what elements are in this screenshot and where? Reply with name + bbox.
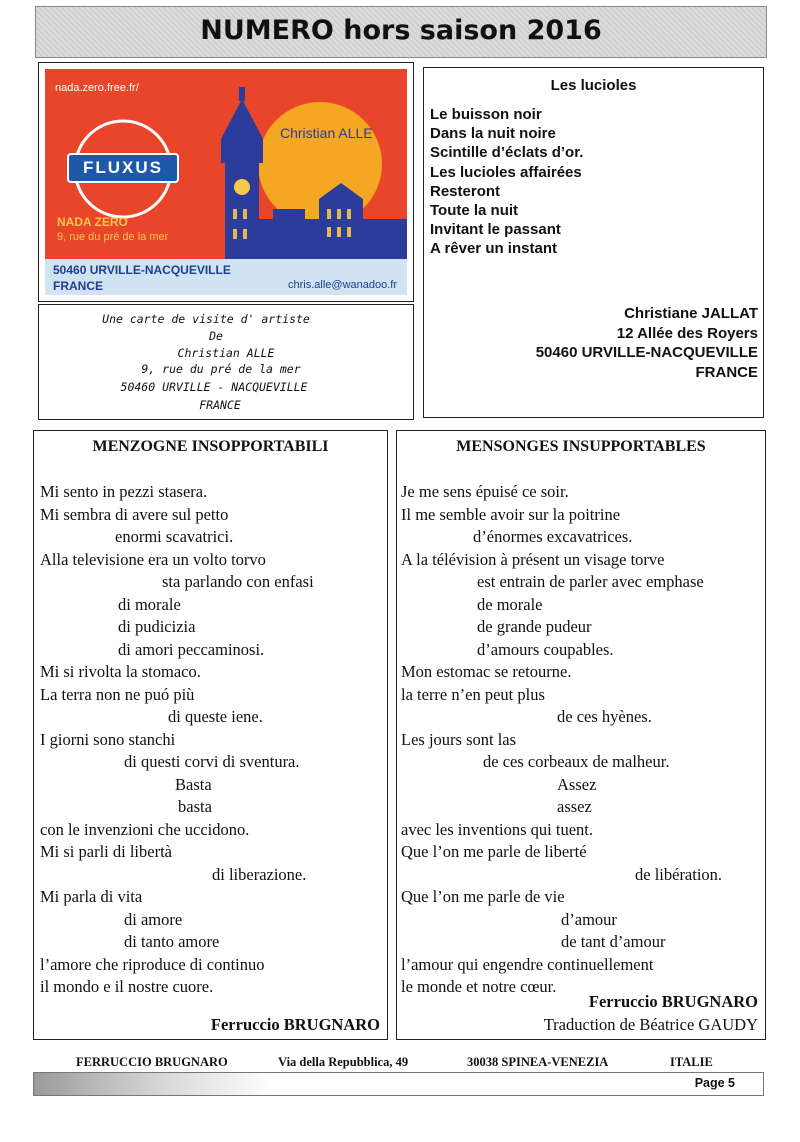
poem-line: Toute la nuit <box>430 202 519 220</box>
card-url: nada.zero.free.fr/ <box>55 82 139 94</box>
header-bar <box>35 6 767 58</box>
verse-line: sta parlando con enfasi <box>162 572 314 591</box>
card-email: chris.alle@wanadoo.fr <box>288 279 397 291</box>
signature-line: Christiane JALLAT <box>624 305 758 322</box>
footer-city: 30038 SPINEA-VENEZIA <box>467 1055 609 1069</box>
footer-country: ITALIE <box>670 1055 713 1069</box>
verse-line: Assez <box>557 774 597 794</box>
verse-line: di amore <box>124 909 183 929</box>
page-number: Page 5 <box>694 1076 735 1090</box>
card-org: NADA ZERO <box>57 215 128 229</box>
italian-poem-box <box>33 430 388 1040</box>
business-card-frame <box>38 62 414 302</box>
poem-signature <box>536 304 758 382</box>
signature-line: 12 Allée des Royers <box>616 324 758 342</box>
card-city: 50460 URVILLE-NACQUEVILLE <box>53 263 231 277</box>
italian-poem-author: Ferruccio BRUGNARO <box>210 1015 380 1034</box>
verse-line: Alla televisione era un volto torvo <box>40 549 266 569</box>
verse-line: Mi sembra di avere sul petto <box>40 504 229 524</box>
note-line: Une carte de visite d' artiste <box>102 312 310 326</box>
note-line: Christian ALLE <box>177 346 275 360</box>
verse-line: assez <box>557 797 592 816</box>
italian-poem-title: MENZOGNE INSOPPORTABILI <box>92 438 329 455</box>
verse-line: est entrain de parler avec emphase <box>477 572 704 591</box>
translation-credit: Traduction de Béatrice GAUDY <box>543 1015 758 1034</box>
card-artist-name: Christian ALLE <box>280 125 373 141</box>
verse-line: le monde et notre cœur. <box>401 977 557 996</box>
verse-line: di questi corvi di sventura. <box>124 752 300 771</box>
french-poem-box <box>423 67 764 418</box>
card-country: FRANCE <box>53 279 103 293</box>
note-line: 9, rue du pré de la mer <box>141 362 301 376</box>
poem-line: Les lucioles affairées <box>430 163 582 181</box>
verse-line: Les jours sont las <box>401 729 517 749</box>
verse-line: de ces corbeaux de malheur. <box>483 752 670 771</box>
verse-line: di pudicizia <box>118 617 196 636</box>
verse-line: Mi parla di vita <box>40 887 143 906</box>
verse-line: con le invenzioni che uccidono. <box>40 819 250 839</box>
note-line: De <box>209 329 223 343</box>
verse-line: de tant d’amour <box>561 932 666 951</box>
verse-line: Que l’on me parle de vie <box>401 887 565 906</box>
clock-face <box>234 179 250 195</box>
verse-line: il mondo e il nostre cuore. <box>40 977 214 996</box>
verse-line: d’amour <box>561 909 617 929</box>
verse-line: di amori peccaminosi. <box>118 639 265 659</box>
business-card <box>45 69 407 295</box>
signature-line: 50460 URVILLE-NACQUEVILLE <box>535 344 758 361</box>
footer-name: FERRUCCIO BRUGNARO <box>76 1055 228 1069</box>
verse-line: di queste iene. <box>168 707 263 726</box>
poem-line: Resteront <box>430 182 501 200</box>
verse-line: Il me semble avoir sur la poitrine <box>401 504 621 524</box>
translation-author: Ferruccio BRUGNARO <box>588 992 758 1011</box>
verse-line: Mi si parli di libertà <box>40 842 172 861</box>
verse-line: de libération. <box>635 864 723 884</box>
poem-title: Les lucioles <box>550 77 637 94</box>
verse-line: l’amour qui engendre continuellement <box>401 954 654 974</box>
verse-line: Mi si rivolta la stomaco. <box>40 662 201 681</box>
card-note <box>38 304 414 420</box>
footer-bar <box>33 1072 764 1096</box>
poem-line: Scintille d’éclats d’or. <box>430 144 584 162</box>
italian-verse <box>40 481 314 999</box>
verse-line: Que l’on me parle de liberté <box>401 842 587 861</box>
french-translation-box <box>396 430 766 1040</box>
footer-street: Via della Repubblica, 49 <box>278 1055 409 1069</box>
verse-line: Mi sento in pezzi stasera. <box>40 482 208 501</box>
signature-line: FRANCE <box>695 363 758 381</box>
verse-line: enormi scavatrici. <box>115 527 234 546</box>
note-line: 50460 URVILLE - NACQUEVILLE <box>120 380 308 394</box>
verse-line: d’amours coupables. <box>477 639 614 659</box>
verse-line: Basta <box>175 774 212 794</box>
verse-line: avec les inventions qui tuent. <box>401 819 593 839</box>
verse-line: de ces hyènes. <box>557 707 652 726</box>
verse-line: la terre n’en peut plus <box>401 684 545 704</box>
verse-line: di morale <box>118 594 181 614</box>
poem-line: A rêver un instant <box>430 240 557 258</box>
note-line: FRANCE <box>199 398 241 412</box>
verse-line: Mon estomac se retourne. <box>401 662 572 681</box>
poem-line: Invitant le passant <box>430 221 561 239</box>
verse-line: l’amore che riproduce di continuo <box>40 954 265 974</box>
verse-line: Je me sens épuisé ce soir. <box>401 482 569 501</box>
poem-line: Dans la nuit noire <box>430 125 556 143</box>
verse-line: basta <box>178 797 212 816</box>
fluxus-badge: FLUXUS <box>67 153 179 183</box>
card-street: 9, rue du pré de la mer <box>57 231 169 243</box>
french-verse <box>401 481 722 999</box>
poem-lines <box>430 105 583 259</box>
verse-line: di liberazione. <box>212 864 307 884</box>
verse-line: de morale <box>477 594 543 614</box>
verse-line: de grande pudeur <box>477 617 592 636</box>
verse-line: d’énormes excavatrices. <box>473 527 633 546</box>
verse-line: A la télévision à présent un visage torve <box>401 549 665 569</box>
verse-line: di tanto amore <box>124 932 220 951</box>
poem-line: Le buisson noir <box>430 106 542 123</box>
verse-line: La terra non ne puó più <box>40 684 195 704</box>
translation-title: MENSONGES INSUPPORTABLES <box>456 438 706 455</box>
verse-line: I giorni sono stanchi <box>40 729 176 749</box>
page-title: NUMERO hors saison 2016 <box>200 15 602 46</box>
